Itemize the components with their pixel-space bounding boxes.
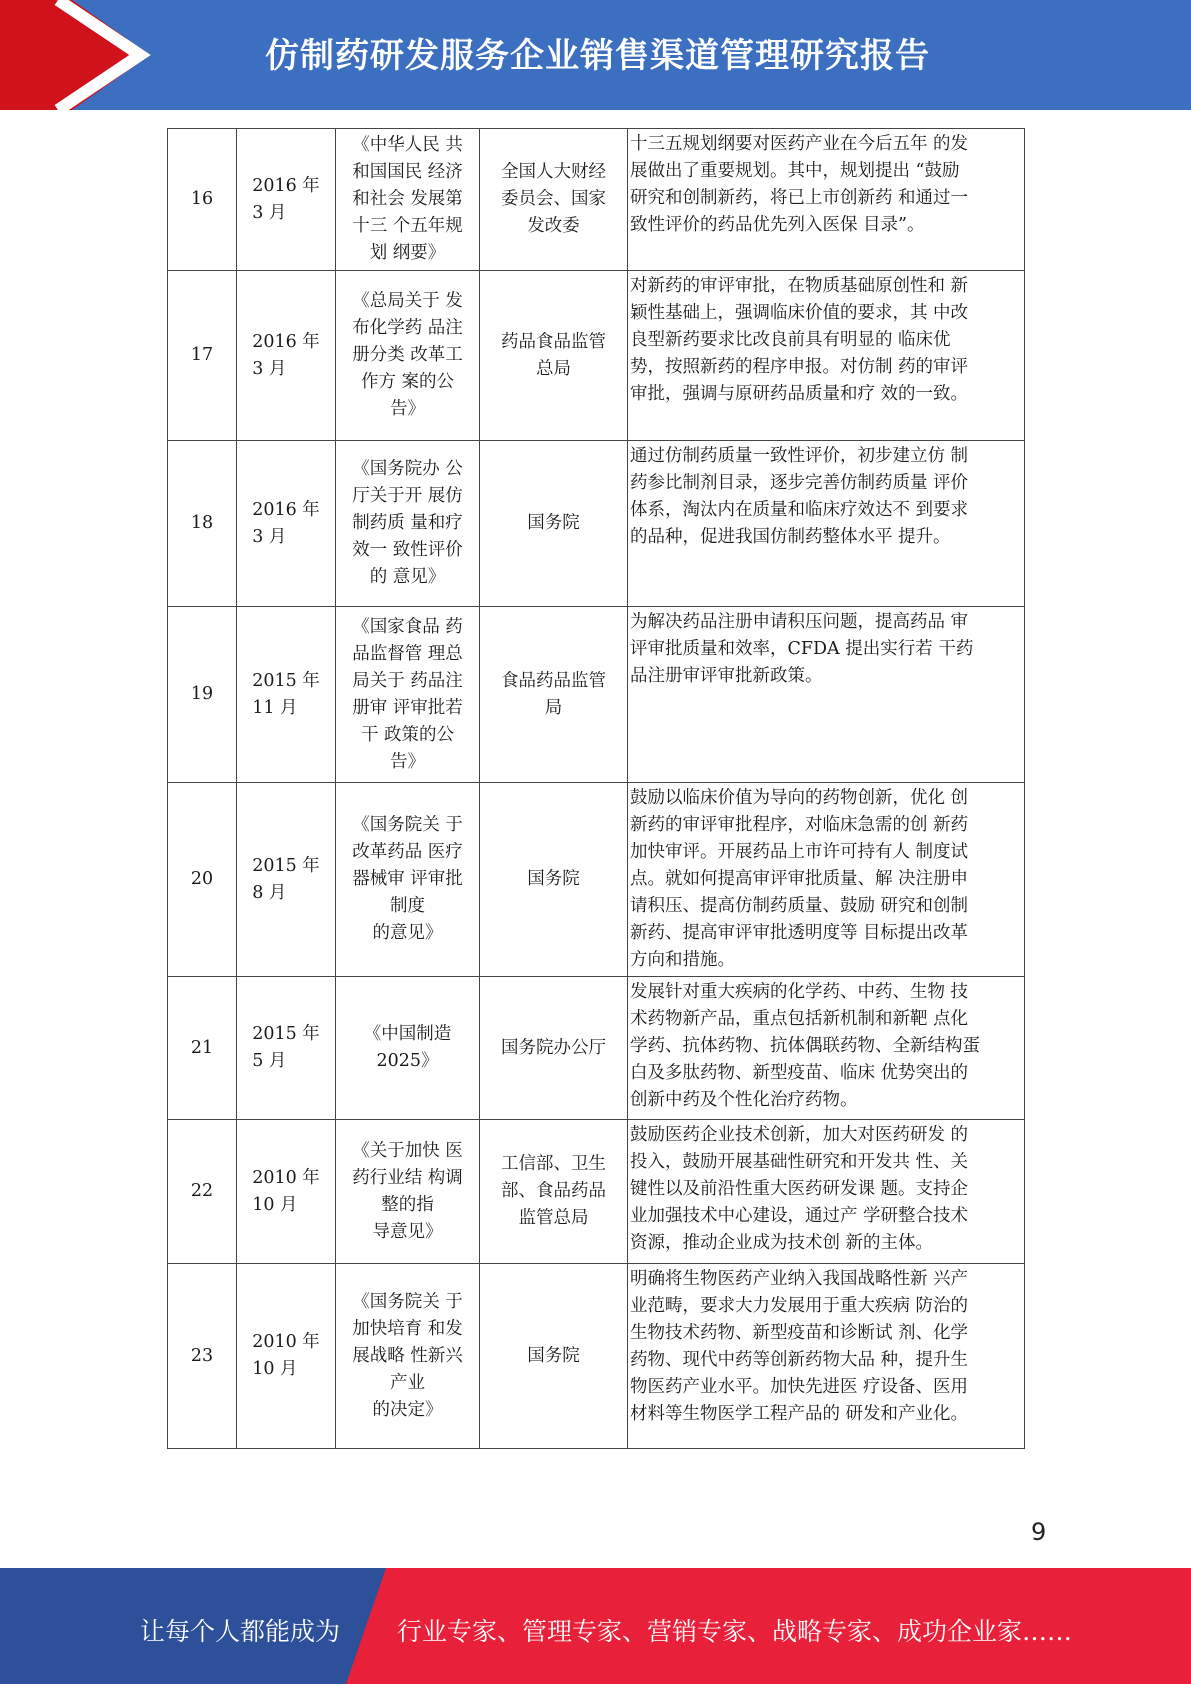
- document-title-cell-line: 划 纲要》: [369, 243, 446, 263]
- description-cell-line: 学药、抗体药物、抗体偶联药物、全新结构蛋: [630, 1036, 980, 1056]
- document-title-cell: [336, 1264, 480, 1449]
- issuer-cell: [480, 1264, 628, 1449]
- date-cell-line: 3 月: [252, 526, 287, 547]
- document-title-cell-line: 药行业结 构调: [352, 1167, 463, 1188]
- description-cell: [628, 441, 1025, 607]
- table-row: [168, 441, 1025, 607]
- table-row: [168, 607, 1025, 783]
- date-cell-line: 10 月: [252, 1194, 298, 1215]
- issuer-cell: [480, 783, 628, 977]
- date-cell-line: 2015 年: [252, 670, 320, 691]
- document-title-cell-line: 改革药品 医疗: [352, 842, 463, 862]
- description-cell-line: 药物、现代中药等创新药物大品 种，提升生: [630, 1350, 969, 1370]
- issuer-cell-line: 国务院: [527, 513, 580, 533]
- document-title-cell-line: 器械审 评审批: [352, 869, 463, 889]
- description-cell: [628, 271, 1025, 441]
- document-title-cell-line: 《总局关于 发: [352, 291, 463, 311]
- document-title-cell-line: 《关于加快 医: [352, 1140, 463, 1161]
- description-cell-line: 新药的审评审批程序，对临床急需的创 新药: [630, 815, 969, 835]
- description-cell: [628, 977, 1025, 1120]
- description-cell-line: 术药物新产品，重点包括新机制和新靶 点化: [630, 1009, 969, 1029]
- table-row: [168, 271, 1025, 441]
- description-cell-line: 对新药的审评审批，在物质基础原创性和 新: [630, 276, 969, 296]
- date-cell-line: 2010 年: [252, 1332, 320, 1352]
- date-cell: [237, 1120, 336, 1264]
- description-cell-line: 体系，淘汰内在质量和临床疗效达不 到要求: [630, 500, 969, 520]
- document-title-cell-line: 《中国制造: [363, 1024, 452, 1044]
- document-title-cell-line: 厅关于开 展仿: [352, 486, 463, 506]
- header-chevron-icon: [0, 0, 160, 110]
- document-title-cell-line: 十三 个五年规: [352, 216, 463, 236]
- description-cell-line: 业范畴，要求大力发展用于重大疾病 防治的: [630, 1296, 969, 1316]
- page-number: 9: [1031, 1518, 1047, 1546]
- description-cell-line: 创新中药及个性化治疗药物。: [630, 1090, 858, 1110]
- date-cell-line: 5 月: [252, 1051, 287, 1071]
- issuer-cell: [480, 441, 628, 607]
- row-number-cell: 22: [168, 1120, 237, 1264]
- table-row: [168, 1264, 1025, 1449]
- date-cell-line: 3 月: [252, 202, 287, 223]
- report-title: 仿制药研发服务企业销售渠道管理研究报告: [265, 36, 930, 76]
- description-cell-line: 评审批质量和效率，CFDA 提出实行若 干药: [630, 639, 974, 659]
- description-cell-line: 势，按照新药的程序申报。对仿制 药的审评: [630, 357, 969, 377]
- document-title-cell-line: 2025》: [376, 1051, 439, 1071]
- description-cell-line: 鼓励以临床价值为导向的药物创新，优化 创: [630, 788, 969, 808]
- row-number-cell: 19: [168, 607, 237, 783]
- description-cell-line: 加快审评。开展药品上市许可持有人 制度试: [630, 842, 969, 862]
- row-number-cell: 21: [168, 977, 237, 1120]
- document-title-cell-line: 局关于 药品注: [352, 670, 463, 691]
- row-number-cell: 18: [168, 441, 237, 607]
- description-cell-line: 键性以及前沿性重大医药研发课 题。支持企: [630, 1179, 969, 1199]
- document-title-cell-line: 品监督管 理总: [352, 643, 463, 664]
- description-cell-line: 白及多肽药物、新型疫苗、临床 优势突出的: [630, 1063, 969, 1083]
- description-cell-line: 致性评价的药品优先列入医保 目录”。: [630, 215, 925, 235]
- description-cell-line: 展做出了重要规划。其中，规划提出 “鼓励: [630, 161, 960, 181]
- document-title-cell-line: 的决定》: [372, 1399, 443, 1420]
- document-title-cell-line: 《国务院办 公: [352, 459, 463, 479]
- issuer-cell-line: 国务院: [527, 1345, 580, 1366]
- date-cell-line: 10 月: [252, 1359, 298, 1379]
- issuer-cell-line: 工信部、卫生: [501, 1154, 606, 1174]
- issuer-cell: [480, 977, 628, 1120]
- document-title-cell-line: 的意见》: [372, 923, 443, 943]
- description-cell-line: 良型新药要求比改良前具有明显的 临床优: [630, 330, 951, 350]
- document-title-cell-line: 《国务院关 于: [352, 815, 463, 835]
- document-title-cell: [336, 271, 480, 441]
- issuer-cell-line: 部、食品药品: [501, 1181, 606, 1201]
- date-cell: [237, 1264, 336, 1449]
- issuer-cell-line: 委员会、国家: [501, 189, 606, 209]
- issuer-cell-line: 总局: [536, 358, 571, 379]
- issuer-cell-line: 食品药品监管: [501, 670, 606, 691]
- document-title-cell-line: 加快培育 和发: [352, 1318, 463, 1339]
- date-cell-line: 2016 年: [252, 499, 320, 520]
- document-title-cell-line: 《国家食品 药: [352, 616, 463, 637]
- row-number-cell: 17: [168, 271, 237, 441]
- footer-slogan-left: 让每个人都能成为: [140, 1617, 341, 1646]
- table-row: [168, 977, 1025, 1120]
- description-cell: [628, 129, 1025, 271]
- description-cell: [628, 783, 1025, 977]
- description-cell-line: 为解决药品注册申请积压问题，提高药品 审: [630, 612, 969, 632]
- date-cell-line: 8 月: [252, 882, 287, 903]
- issuer-cell-line: 监管总局: [518, 1208, 589, 1228]
- document-title-cell-line: 整的指: [381, 1194, 434, 1215]
- description-cell-line: 生物技术药物、新型疫苗和诊断试 剂、化学: [630, 1323, 969, 1343]
- document-title-cell: [336, 441, 480, 607]
- document-title-cell-line: 告》: [390, 751, 425, 772]
- issuer-cell: [480, 1120, 628, 1264]
- date-cell-line: 2016 年: [252, 331, 320, 352]
- issuer-cell-line: 局: [544, 697, 563, 718]
- table-row: [168, 129, 1025, 271]
- date-cell: [237, 977, 336, 1120]
- row-number-cell: 16: [168, 129, 237, 271]
- document-title-cell: [336, 783, 480, 977]
- description-cell-line: 发展针对重大疾病的化学药、中药、生物 技: [630, 982, 969, 1002]
- description-cell-line: 新药、提高审评审批透明度等 目标提出改革: [630, 923, 969, 943]
- date-cell: [237, 129, 336, 271]
- document-title-cell-line: 展战略 性新兴: [352, 1345, 463, 1366]
- date-cell: [237, 607, 336, 783]
- date-cell: [237, 271, 336, 441]
- description-cell-line: 物医药产业水平。加快先进医 疗设备、医用: [630, 1377, 969, 1397]
- document-title-cell-line: 产业: [390, 1372, 425, 1393]
- issuer-cell: [480, 607, 628, 783]
- issuer-cell-line: 药品食品监管: [501, 331, 606, 352]
- row-number-cell: 23: [168, 1264, 237, 1449]
- document-title-cell-line: 导意见》: [372, 1221, 443, 1242]
- document-title-cell-line: 干 政策的公: [360, 724, 455, 745]
- description-cell-line: 十三五规划纲要对医药产业在今后五年 的发: [630, 134, 969, 154]
- document-title-cell-line: 作方 案的公: [360, 372, 455, 392]
- date-cell-line: 2015 年: [252, 1024, 320, 1044]
- document-title-cell-line: 《国务院关 于: [352, 1291, 463, 1312]
- document-title-cell-line: 《中华人民 共: [352, 135, 463, 155]
- table-row: [168, 783, 1025, 977]
- document-title-cell-line: 册分类 改革工: [352, 345, 463, 365]
- description-cell-line: 点。就如何提高审评审批质量、解 决注册申: [630, 869, 969, 889]
- date-cell: [237, 783, 336, 977]
- document-title-cell-line: 和国国民 经济: [352, 162, 463, 182]
- description-cell-line: 材料等生物医学工程产品的 研发和产业化。: [630, 1404, 969, 1424]
- description-cell-line: 投入，鼓励开展基础性研究和开发共 性、关: [630, 1152, 969, 1172]
- date-cell-line: 11 月: [252, 697, 298, 718]
- document-title-cell-line: 告》: [390, 399, 425, 419]
- document-title-cell-line: 册审 评审批若: [352, 697, 463, 718]
- issuer-cell: [480, 271, 628, 441]
- document-title-cell-line: 制药质 量和疗: [352, 513, 463, 533]
- row-number-cell: 20: [168, 783, 237, 977]
- description-cell-line: 鼓励医药企业技术创新，加大对医药研发 的: [630, 1125, 969, 1145]
- description-cell-line: 品注册审评审批新政策。: [630, 666, 823, 686]
- description-cell-line: 业加强技术中心建设，通过产 学研整合技术: [630, 1206, 969, 1226]
- footer-slogan-right: 行业专家、管理专家、营销专家、战略专家、成功企业家……: [397, 1617, 1073, 1646]
- document-title-cell: [336, 129, 480, 271]
- document-title-cell-line: 效一 致性评价: [352, 540, 463, 560]
- description-cell: [628, 1264, 1025, 1449]
- issuer-cell-line: 国务院办公厅: [501, 1037, 606, 1058]
- description-cell-line: 药参比制剂目录，逐步完善仿制药质量 评价: [630, 473, 969, 493]
- description-cell-line: 通过仿制药质量一致性评价，初步建立仿 制: [630, 446, 969, 466]
- description-cell-line: 明确将生物医药产业纳入我国战略性新 兴产: [630, 1269, 969, 1289]
- document-title-cell-line: 布化学药 品注: [352, 318, 463, 338]
- description-cell: [628, 1120, 1025, 1264]
- document-title-cell: [336, 977, 480, 1120]
- document-title-cell-line: 和社会 发展第: [352, 189, 463, 209]
- description-cell-line: 审批，强调与原研药品质量和疗 效的一致。: [630, 384, 969, 404]
- date-cell-line: 2016 年: [252, 175, 320, 196]
- description-cell-line: 研究和创制新药，将已上市创新药 和通过一: [630, 188, 969, 208]
- description-cell: [628, 607, 1025, 783]
- document-title-cell: [336, 1120, 480, 1264]
- document-title-cell-line: 制度: [390, 896, 425, 916]
- document-title-cell-line: 的 意见》: [369, 567, 446, 587]
- document-title-cell: [336, 607, 480, 783]
- issuer-cell: [480, 129, 628, 271]
- description-cell-line: 颖性基础上，强调临床价值的要求，其 中改: [630, 303, 969, 323]
- description-cell-line: 方向和措施。: [630, 950, 735, 970]
- issuer-cell-line: 全国人大财经: [501, 162, 606, 182]
- date-cell: [237, 441, 336, 607]
- description-cell-line: 资源，推动企业成为技术创 新的主体。: [630, 1233, 934, 1253]
- policy-table: [167, 128, 1025, 1449]
- page-footer: [0, 1568, 1191, 1684]
- description-cell-line: 的品种，促进我国仿制药整体水平 提升。: [630, 527, 951, 547]
- date-cell-line: 3 月: [252, 358, 287, 379]
- page-header: [0, 0, 1191, 110]
- issuer-cell-line: 国务院: [527, 869, 580, 889]
- date-cell-line: 2010 年: [252, 1167, 320, 1188]
- description-cell-line: 请积压、提高仿制药质量、鼓励 研究和创制: [630, 896, 969, 916]
- date-cell-line: 2015 年: [252, 855, 320, 876]
- table-row: [168, 1120, 1025, 1264]
- issuer-cell-line: 发改委: [527, 216, 580, 236]
